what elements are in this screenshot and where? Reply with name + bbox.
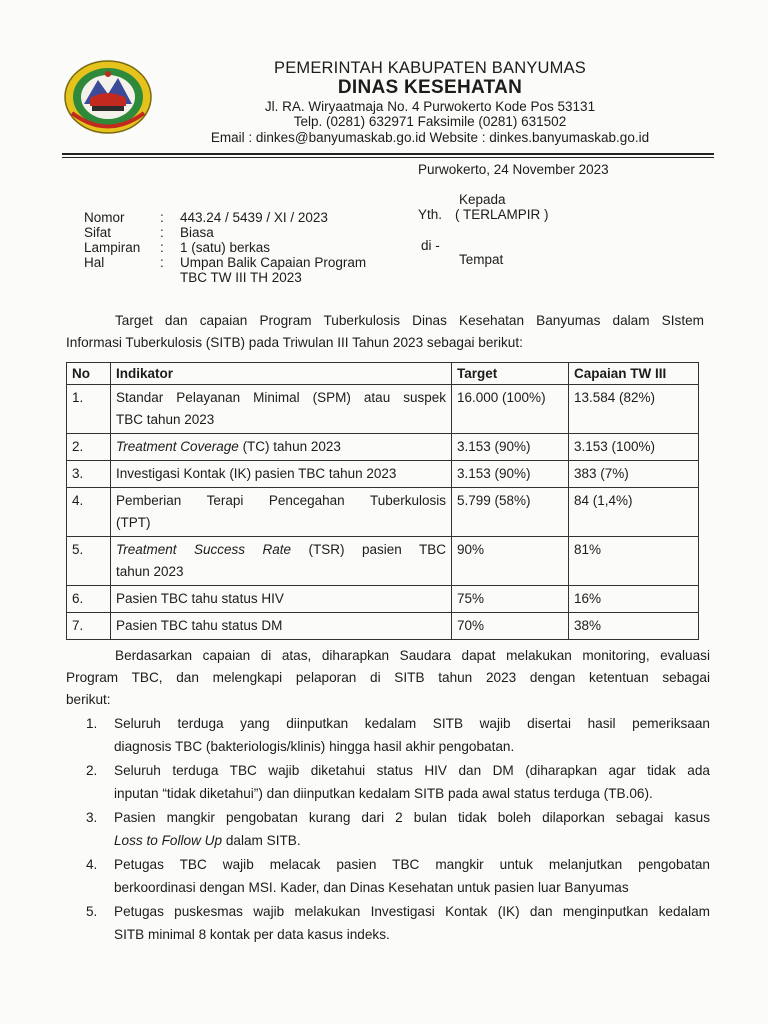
row-target: 75% [452,586,569,613]
meta-label-hal: Hal [84,255,105,270]
list-item-line1: Petugas puskesmas wajib melakukan Investigasi Kontak (IK) dan menginputkan kedalam [114,904,710,919]
row-no: 2. [67,434,111,461]
row-target: 70% [452,613,569,640]
meta-value-hal: Umpan Balik Capaian Program [180,255,367,270]
list-item-line2: inputan “tidak diketahui”) dan diinputkan kedalam SITB pada awal status terduga (TB.06). [114,786,653,801]
indicator-table [66,362,699,640]
row-capaian: 16% [569,586,699,613]
row-indikator-line2: TBC tahun 2023 [116,412,215,427]
table-header-capaian: Capaian TW III [569,363,699,385]
row-indikator: Pasien TBC tahu status DM [111,613,452,640]
table-row [67,586,699,613]
list-item [86,900,710,946]
row-indikator-line1: Pemberian Terapi Pencegahan Tuberkulosis [116,493,446,508]
row-indikator [111,385,452,434]
list-item-line2 [114,829,710,852]
list-item-line1: Petugas TBC wajib melacak pasien TBC mangkir untuk melanjutkan pengobatan [114,857,710,872]
row-indikator-line1: Standar Pelayanan Minimal (SPM) atau suspek [116,390,446,405]
meta-value-hal-line2: TBC TW III TH 2023 [180,270,302,285]
meta-sep: : [160,240,164,255]
row-capaian: 3.153 (100%) [569,434,699,461]
table-row [67,613,699,640]
row-target: 16.000 (100%) [452,385,569,434]
meta-sep: : [160,225,164,240]
letterhead-phone: Telp. (0281) 632971 Faksimile (0281) 631502 [293,114,567,129]
meta-value-sifat: Biasa [180,225,214,240]
row-capaian: 84 (1,4%) [569,488,699,537]
list-item-number: 4. [86,857,98,872]
row-target: 5.799 (58%) [452,488,569,537]
row-target: 90% [452,537,569,586]
row-no: 7. [67,613,111,640]
row-indikator [111,488,452,537]
table-header-row [67,363,699,385]
para2-line-3: berikut: [66,692,111,707]
table-row [67,434,699,461]
row-indikator [111,537,452,586]
letterhead-contact: Email : dinkes@banyumaskab.go.id Website : dinkes.banyumaskab.go.id [210,130,650,145]
list-item-line2: diagnosis TBC (bakteriologis/klinis) hingga hasil akhir pengobatan. [114,739,515,754]
list-item-italic: Loss to Follow Up [114,833,223,848]
list-item-number: 1. [86,716,98,731]
row-indikator-rest: (TSR) pasien TBC [291,542,447,557]
row-no: 1. [67,385,111,434]
table-row [67,461,699,488]
meta-sep: : [160,210,164,225]
row-indikator-line1 [116,539,446,561]
intro-line-1: Target dan capaian Program Tuberkulosis Dinas Kesehatan Banyumas dalam SIstem [115,313,704,328]
recipient-di: di - [421,238,440,253]
row-target: 3.153 (90%) [452,434,569,461]
table-header-indikator: Indikator [111,363,452,385]
row-indikator [111,434,452,461]
list-item-line2: berkoordinasi dengan MSI. Kader, dan Dinas Kesehatan untuk pasien luar Banyumas [114,880,629,895]
row-indikator-line2: (TPT) [116,515,151,530]
list-item-line1: Seluruh terduga TBC wajib diketahui status HIV dan DM (diharapkan agar tidak ada [114,763,710,778]
row-indikator-rest: (TC) tahun 2023 [238,439,341,454]
row-capaian: 81% [569,537,699,586]
meta-sep: : [160,255,164,270]
list-item-number: 5. [86,904,98,919]
letterhead-rule-thick [62,153,714,155]
meta-label-lampiran: Lampiran [84,240,141,255]
table-row [67,488,699,537]
para2-line-1: Berdasarkan capaian di atas, diharapkan Saudara dapat melakukan monitoring, evaluasi [115,648,710,663]
list-item-line1: Seluruh terduga yang diinputkan kedalam SITB wajib disertai hasil pemeriksaan [114,716,710,731]
meta-label-sifat: Sifat [84,225,112,240]
letterhead-address: Jl. RA. Wiryaatmaja No. 4 Purwokerto Kode Pos 53131 [264,99,596,114]
letterhead-rule-thin [62,157,714,158]
row-no: 4. [67,488,111,537]
meta-value-lampiran: 1 (satu) berkas [180,240,271,255]
row-target: 3.153 (90%) [452,461,569,488]
table-header-target: Target [452,363,569,385]
list-item [86,806,710,852]
list-item-number: 2. [86,763,98,778]
recipient-kepada: Kepada [459,192,506,207]
row-indikator-italic: Treatment Success Rate [116,542,292,557]
table-header-no: No [67,363,111,385]
list-item [86,759,710,805]
list-item-number: 3. [86,810,98,825]
meta-value-nomor: 443.24 / 5439 / XI / 2023 [180,210,328,225]
row-indikator: Investigasi Kontak (IK) pasien TBC tahun 2023 [111,461,452,488]
meta-label-nomor: Nomor [84,210,125,225]
row-capaian: 13.584 (82%) [569,385,699,434]
letterhead-agency: DINAS KESEHATAN [337,77,523,98]
row-indikator: Pasien TBC tahu status HIV [111,586,452,613]
provisions-list [86,712,710,947]
row-capaian: 38% [569,613,699,640]
recipient-name: ( TERLAMPIR ) [455,207,549,222]
row-indikator-italic: Treatment Coverage [116,439,239,454]
recipient-tempat: Tempat [459,252,504,267]
recipient-yth: Yth. [418,207,443,222]
intro-line-2: Informasi Tuberkulosis (SITB) pada Triwulan III Tahun 2023 sebagai berikut: [66,335,523,350]
list-item-line2: SITB minimal 8 kontak per data kasus indeks. [114,927,390,942]
date-line: Purwokerto, 24 November 2023 [418,162,609,177]
row-capaian: 383 (7%) [569,461,699,488]
row-indikator-line2: tahun 2023 [116,564,184,579]
letterhead-government: PEMERINTAH KABUPATEN BANYUMAS [273,59,587,77]
list-item-rest: dalam SITB. [222,833,301,848]
list-item [86,712,710,758]
row-no: 6. [67,586,111,613]
banyumas-emblem-logo [62,58,154,136]
table-row [67,385,699,434]
list-item-line1: Pasien mangkir pengobatan kurang dari 2 bulan tidak boleh dilaporkan sebagai kasus [114,810,710,825]
row-no: 5. [67,537,111,586]
row-no: 3. [67,461,111,488]
table-row [67,537,699,586]
list-item [86,853,710,899]
para2-line-2: Program TBC, dan melengkapi pelaporan di SITB tahun 2023 dengan ketentuan sebagai [66,670,710,685]
